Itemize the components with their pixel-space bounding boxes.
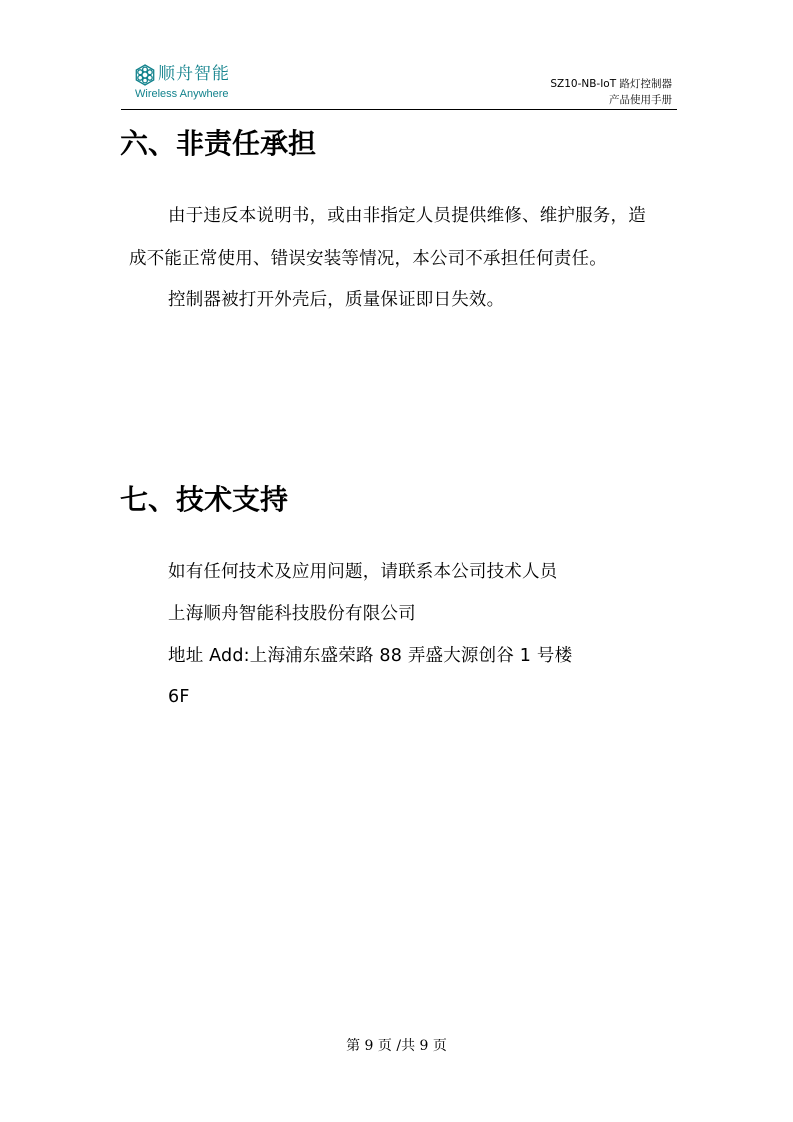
document-title: SZ10-NB-IoT 路灯控制器 [550, 78, 672, 90]
section-heading-disclaimer: 六、非责任承担 [120, 127, 317, 160]
document-info [550, 76, 672, 108]
company-address-floor: 6F [168, 687, 190, 707]
page-footer [0, 1037, 793, 1055]
disclaimer-paragraph-line-1: 由于违反本说明书，或由非指定人员提供维修、维护服务，造 [168, 206, 646, 226]
page-number: 第 9 页 /共 9 页 [346, 1038, 447, 1054]
company-logo [133, 62, 233, 102]
page-header [0, 0, 793, 112]
logo-emblem-icon [133, 63, 157, 87]
support-contact-line: 如有任何技术及应用问题，请联系本公司技术人员 [168, 562, 558, 582]
logo-english-tagline: Wireless Anywhere [135, 88, 229, 100]
section-heading-tech-support: 七、技术支持 [120, 483, 289, 516]
header-divider [121, 109, 677, 110]
logo-chinese-name: 顺舟智能 [158, 64, 230, 84]
disclaimer-paragraph-line-2: 成不能正常使用、错误安装等情况，本公司不承担任何责任。 [129, 249, 607, 269]
disclaimer-paragraph-line-3: 控制器被打开外壳后，质量保证即日失效。 [168, 290, 505, 310]
company-address: 地址 Add:上海浦东盛荣路 88 弄盛大源创谷 1 号楼 [168, 646, 573, 666]
company-name: 上海顺舟智能科技股份有限公司 [168, 604, 416, 624]
document-subtitle: 产品使用手册 [609, 94, 672, 106]
